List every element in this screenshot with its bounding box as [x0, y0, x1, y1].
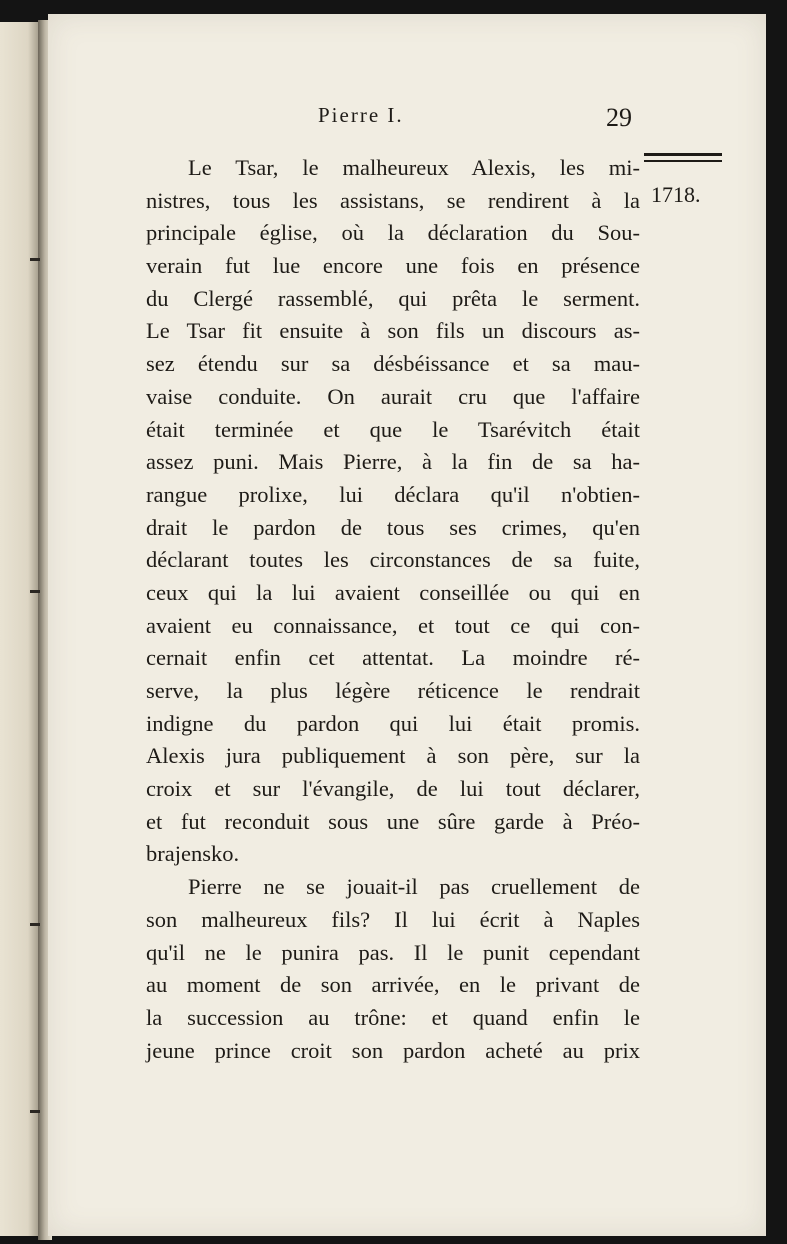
text-line: croix et sur l'évangile, de lui tout déclarer, — [146, 776, 640, 802]
text-line: la succession au trône: et quand enfin le — [146, 1004, 640, 1030]
text-line: cernait enfin cet attentat. La moindre ré- — [146, 645, 640, 671]
text-line: drait le pardon de tous ses crimes, qu'en — [146, 514, 640, 540]
text-line: principale église, où la déclaration du Sou- — [146, 220, 640, 246]
body-text — [146, 152, 640, 1067]
text-line: Alexis jura publiquement à son père, sur la — [146, 743, 640, 769]
text-line: rangue prolixe, lui déclara qu'il n'obtien- — [146, 481, 640, 507]
margin-rule — [644, 153, 722, 162]
text-line: assez puni. Mais Pierre, à la fin de sa ha- — [146, 449, 640, 475]
text-line: serve, la plus légère réticence le rendrait — [146, 678, 640, 703]
text-line: Le Tsar, le malheureux Alexis, les mi- — [188, 155, 640, 180]
text-line: verain fut lue encore une fois en présence — [146, 253, 640, 279]
text-line: Pierre ne se jouait-il pas cruellement de — [188, 874, 640, 900]
text-line: vaise conduite. On aurait cru que l'affaire — [146, 383, 640, 409]
text-line: avaient eu connaissance, et tout ce qui con- — [146, 612, 640, 638]
text-line: brajensko. — [146, 841, 240, 867]
text-line: qu'il ne le punira pas. Il le punit cependant — [146, 939, 640, 965]
text-line: au moment de son arrivée, en le privant de — [146, 972, 640, 998]
left-page-edge — [0, 22, 40, 1236]
running-title: Pierre I. — [318, 103, 404, 127]
text-line: était terminée et que le Tsarévitch était — [146, 416, 640, 442]
binding-stitch — [30, 258, 40, 261]
text-line: déclarant toutes les circonstances de sa fuite, — [146, 547, 640, 573]
binding-stitch — [30, 1110, 40, 1113]
margin-date: 1718. — [651, 182, 701, 207]
text-line: et fut reconduit sous une sûre garde à Préo- — [146, 808, 640, 834]
text-line: ceux qui la lui avaient conseillée ou qui en — [146, 579, 640, 605]
text-line: son malheureux fils? Il lui écrit à Naples — [146, 906, 640, 932]
page-number: 29 — [606, 103, 632, 132]
binding-stitch — [30, 590, 40, 593]
text-line: nistres, tous les assistans, se rendirent à la — [146, 187, 640, 213]
text-line: Le Tsar fit ensuite à son fils un discours as- — [146, 318, 640, 344]
text-line: sez étendu sur sa désbéissance et sa mau- — [146, 351, 640, 377]
binding-stitch — [30, 923, 40, 926]
page-header — [0, 103, 787, 133]
text-line: indigne du pardon qui lui était promis. — [146, 710, 640, 736]
text-line: du Clergé rassemblé, qui prêta le serment. — [146, 285, 640, 311]
text-line: jeune prince croit son pardon acheté au prix — [146, 1037, 640, 1063]
